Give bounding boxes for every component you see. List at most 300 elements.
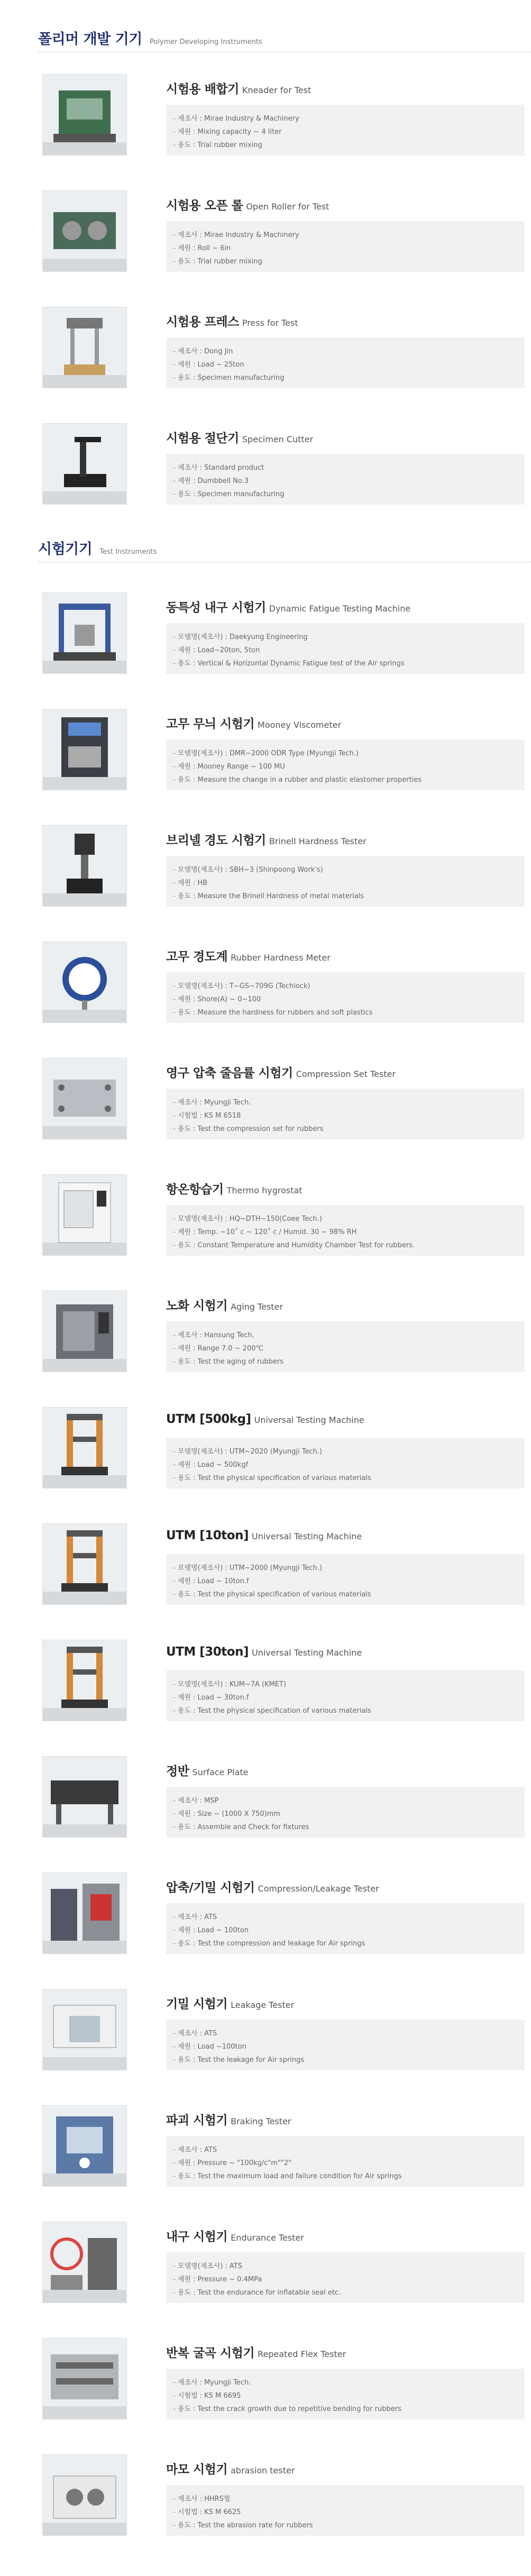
equipment-name-en: Press for Test xyxy=(242,318,298,328)
spec-value: Test the endurance for inflatable seal etc. xyxy=(197,2289,341,2297)
spec-label: 제조사 xyxy=(178,1099,198,1107)
spec-label: 용도 xyxy=(178,1009,191,1017)
bullet-dash: - xyxy=(173,995,176,1003)
leakage-rig-icon xyxy=(42,1872,127,1954)
bullet-dash: - xyxy=(173,128,176,136)
bullet-dash: - xyxy=(173,231,176,239)
spec-row xyxy=(166,1212,525,1226)
spec-value: Test the physical specification of various materials xyxy=(197,1591,371,1598)
spec-label: 용도 xyxy=(178,2522,191,2529)
spec-row xyxy=(166,876,525,890)
spec-row xyxy=(166,242,525,255)
spec-label: 용도 xyxy=(178,892,191,900)
bullet-dash: - xyxy=(173,244,176,252)
equipment-title xyxy=(166,1878,379,1895)
equipment-name-en: Surface Plate xyxy=(192,1767,249,1777)
spec-box xyxy=(166,2485,525,2536)
bullet-dash: - xyxy=(173,1577,176,1585)
equipment-title xyxy=(166,1994,294,2012)
spec-separator: : xyxy=(193,2159,196,2167)
equipment-title xyxy=(166,830,367,848)
spec-label: 제원 xyxy=(178,1461,191,1469)
spec-label: 용도 xyxy=(178,1591,191,1598)
equipment-title xyxy=(166,1296,283,1313)
bullet-dash: - xyxy=(173,464,176,472)
spec-label: 제조사 xyxy=(178,2146,198,2154)
spec-row xyxy=(166,2260,525,2273)
spec-separator: : xyxy=(225,1448,227,1456)
spec-separator: : xyxy=(199,2146,203,2154)
spec-label: 모델명(제조사) xyxy=(178,1215,223,1223)
spec-value: Load~20ton, 5ton xyxy=(197,646,260,654)
section-title-en: Test Instruments xyxy=(99,548,157,556)
spec-row xyxy=(166,474,525,488)
spec-value: Test the compression and leakage for Air springs xyxy=(197,1940,365,1948)
equipment-item xyxy=(38,1983,493,2078)
equipment-name-ko: 내구 시험기 xyxy=(166,2230,228,2244)
spec-value: Size ~ (1000 X 750)mm xyxy=(197,1810,280,1818)
equipment-item xyxy=(38,1633,493,1729)
spec-value: Load ~100ton xyxy=(197,2043,246,2051)
spec-separator: : xyxy=(193,1694,196,1702)
bullet-dash: - xyxy=(173,2495,176,2503)
equipment-item xyxy=(38,2099,493,2194)
bullet-dash: - xyxy=(173,2159,176,2167)
spec-separator: : xyxy=(225,982,227,990)
equipment-name-en: Compression/Leakage Tester xyxy=(258,1884,379,1894)
equipment-item xyxy=(38,184,493,279)
spec-separator: : xyxy=(193,490,196,498)
spec-row xyxy=(166,2389,525,2403)
equipment-title xyxy=(166,947,331,964)
spec-row xyxy=(166,2143,525,2157)
spec-value: Assemble and Check for fixtures xyxy=(197,1823,309,1831)
equipment-name-en: Universal Testing Machine xyxy=(251,1531,362,1541)
spec-row xyxy=(166,1561,525,1575)
spec-separator: : xyxy=(193,879,196,887)
spec-row xyxy=(166,1109,525,1122)
bullet-dash: - xyxy=(173,490,176,498)
spec-separator: : xyxy=(193,258,196,266)
bullet-dash: - xyxy=(173,1926,176,1934)
equipment-title xyxy=(166,1645,362,1659)
bullet-dash: - xyxy=(173,2146,176,2154)
spec-box xyxy=(166,2252,525,2303)
bullet-dash: - xyxy=(173,879,176,887)
spec-value: Hansung Tech. xyxy=(204,1331,254,1339)
spec-value: Daekyung Engineering xyxy=(229,633,308,641)
bullet-dash: - xyxy=(173,2392,176,2400)
spec-row xyxy=(166,2376,525,2389)
spec-value: Dumbbell No.3 xyxy=(197,477,249,485)
spec-value: Load ~ 10ton.f xyxy=(197,1577,249,1585)
equipment-name-ko: 시험용 오픈 롤 xyxy=(166,199,243,213)
spec-label: 모델명(제조사) xyxy=(178,2262,223,2270)
aging-oven-icon xyxy=(42,1291,127,1372)
spec-separator: : xyxy=(225,750,227,757)
spec-value: Specimen manufacturing xyxy=(197,374,285,382)
utm-icon xyxy=(42,1407,127,1488)
bullet-dash: - xyxy=(173,1591,176,1598)
spec-label: 제원 xyxy=(178,1577,191,1585)
spec-value: UTM~2000 (Myungji Tech.) xyxy=(229,1564,323,1572)
spec-label: 제원 xyxy=(178,1228,191,1236)
spec-separator: : xyxy=(193,1125,196,1133)
spec-separator: : xyxy=(199,1112,203,1120)
spec-label: 제조사 xyxy=(178,2030,198,2038)
bullet-dash: - xyxy=(173,2508,176,2516)
spec-separator: : xyxy=(193,1345,196,1353)
spec-value: Myungji Tech. xyxy=(204,1099,251,1107)
spec-value: SBH~3 (Shinpoong Work's) xyxy=(229,866,323,874)
equipment-name-ko: UTM [10ton] xyxy=(166,1529,249,1542)
equipment-title xyxy=(166,79,311,97)
spec-row xyxy=(166,1329,525,1342)
spec-row xyxy=(166,1122,525,1136)
equipment-name-ko: 영구 압축 줄음률 시험기 xyxy=(166,1066,293,1080)
bullet-dash: - xyxy=(173,1913,176,1921)
spec-separator: : xyxy=(199,231,203,239)
spec-separator: : xyxy=(193,141,196,149)
bullet-dash: - xyxy=(173,1215,176,1223)
spec-label: 제조사 xyxy=(178,231,198,239)
spec-separator: : xyxy=(193,1577,196,1585)
spec-value: Test the physical specification of various materials xyxy=(197,1474,371,1482)
spec-value: Temp. ~10˚ c ~ 120˚ c / Humid. 30 ~ 98% RH xyxy=(197,1228,357,1236)
spec-row xyxy=(166,139,525,152)
equipment-item xyxy=(38,1052,493,1147)
equipment-item xyxy=(38,2332,493,2427)
spec-label: 용도 xyxy=(178,258,191,266)
equipment-title xyxy=(166,1529,362,1542)
spec-label: 용도 xyxy=(178,2172,191,2180)
spec-separator: : xyxy=(193,244,196,252)
spec-separator: : xyxy=(193,776,196,784)
equipment-item xyxy=(38,68,493,163)
spec-separator: : xyxy=(199,1797,203,1805)
spec-value: Measure the Brinell Hardness of metal materials xyxy=(197,892,364,900)
bullet-dash: - xyxy=(173,2030,176,2038)
equipment-title xyxy=(166,312,298,330)
spec-separator: : xyxy=(199,464,203,472)
spec-row xyxy=(166,358,525,371)
bullet-dash: - xyxy=(173,2289,176,2297)
spec-label: 모델명(제조사) xyxy=(178,866,223,874)
spec-separator: : xyxy=(193,477,196,485)
spec-separator: : xyxy=(199,2495,203,2503)
spec-row xyxy=(166,2519,525,2532)
spec-row xyxy=(166,863,525,876)
spec-value: KUM~7A (KMET) xyxy=(229,1680,287,1688)
spec-label: 제원 xyxy=(178,2276,191,2283)
spec-value: Mirae Industry & Machinery xyxy=(204,231,299,239)
bullet-dash: - xyxy=(173,258,176,266)
spec-separator: : xyxy=(199,1331,203,1339)
equipment-title xyxy=(166,2111,291,2128)
spec-label: 제조사 xyxy=(178,464,198,472)
equipment-title xyxy=(166,714,341,732)
equipment-name-en: abrasion tester xyxy=(231,2465,295,2475)
spec-value: HQ~DTH~150(Coee Tech.) xyxy=(229,1215,322,1223)
bullet-dash: - xyxy=(173,1694,176,1702)
bullet-dash: - xyxy=(173,2172,176,2180)
bullet-dash: - xyxy=(173,1448,176,1456)
equipment-name-en: Endurance Tester xyxy=(231,2233,304,2243)
equipment-name-ko: 노화 시험기 xyxy=(166,1299,228,1313)
surface-plate-icon xyxy=(42,1756,127,1838)
section-title xyxy=(38,28,262,48)
spec-row xyxy=(166,229,525,242)
equipment-name-en: Leakage Tester xyxy=(231,2000,295,2010)
equipment-item xyxy=(38,2448,493,2543)
equipment-name-en: Dynamic Fatigue Testing Machine xyxy=(269,604,411,614)
spec-label: 용도 xyxy=(178,490,191,498)
spec-value: Test the abrasion rate for rubbers xyxy=(197,2522,313,2529)
spec-separator: : xyxy=(193,1358,196,1366)
spec-label: 용도 xyxy=(178,1940,191,1948)
bullet-dash: - xyxy=(173,374,176,382)
spec-row xyxy=(166,2053,525,2067)
spec-row xyxy=(166,125,525,139)
bullet-dash: - xyxy=(173,1940,176,1948)
equipment-item xyxy=(38,1750,493,1845)
equipment-name-ko: 시험용 절단기 xyxy=(166,432,239,445)
spec-value: HB xyxy=(197,879,208,887)
equipment-title xyxy=(166,598,410,615)
spec-box xyxy=(166,2369,525,2419)
equipment-name-ko: 기밀 시험기 xyxy=(166,1997,228,2011)
spec-label: 용도 xyxy=(178,1125,191,1133)
spec-label: 용도 xyxy=(178,2056,191,2064)
spec-label: 용도 xyxy=(178,1823,191,1831)
compression-set-icon xyxy=(42,1058,127,1139)
bullet-dash: - xyxy=(173,1461,176,1469)
spec-row xyxy=(166,1096,525,1109)
section-title-ko: 폴리머 개발 기기 xyxy=(38,31,142,48)
spec-label: 모델명(제조사) xyxy=(178,982,223,990)
bullet-dash: - xyxy=(173,1564,176,1572)
spec-label: 제조사 xyxy=(178,1797,198,1805)
bullet-dash: - xyxy=(173,763,176,771)
spec-label: 용도 xyxy=(178,1707,191,1715)
cutter-icon xyxy=(42,423,127,505)
spec-row xyxy=(166,371,525,385)
spec-label: 용도 xyxy=(178,141,191,149)
spec-value: ATS xyxy=(229,2262,242,2270)
spec-label: 제원 xyxy=(178,879,191,887)
equipment-name-ko: 반복 굴곡 시험기 xyxy=(166,2346,255,2360)
equipment-name-ko: 정반 xyxy=(166,1765,189,1778)
bullet-dash: - xyxy=(173,1228,176,1236)
spec-label: 용도 xyxy=(178,374,191,382)
equipment-name-ko: 시험용 프레스 xyxy=(166,315,239,329)
open-roller-icon xyxy=(42,190,127,272)
equipment-name-en: Rubber Hardness Meter xyxy=(231,953,331,963)
spec-box xyxy=(166,221,525,272)
spec-separator: : xyxy=(193,2056,196,2064)
spec-label: 용도 xyxy=(178,1358,191,1366)
spec-row xyxy=(166,993,525,1006)
spec-separator: : xyxy=(193,646,196,654)
spec-row xyxy=(166,1458,525,1472)
spec-row xyxy=(166,2040,525,2053)
spec-row xyxy=(166,1911,525,1924)
spec-label: 제원 xyxy=(178,477,191,485)
spec-row xyxy=(166,1445,525,1458)
equipment-title xyxy=(166,428,313,446)
spec-separator: : xyxy=(193,1228,196,1236)
spec-value: Test the aging of rubbers xyxy=(197,1358,284,1366)
spec-label: 제원 xyxy=(178,2159,191,2167)
bullet-dash: - xyxy=(173,1797,176,1805)
bullet-dash: - xyxy=(173,1474,176,1482)
spec-label: 제원 xyxy=(178,244,191,252)
bullet-dash: - xyxy=(173,2262,176,2270)
equipment-item xyxy=(38,1168,493,1263)
spec-row xyxy=(166,980,525,993)
equipment-title xyxy=(166,196,329,213)
bullet-dash: - xyxy=(173,2522,176,2529)
section-title-en: Polymer Developing Instruments xyxy=(149,38,262,46)
equipment-title xyxy=(166,2227,304,2244)
spec-row xyxy=(166,1575,525,1588)
spec-value: Test the compression set for rubbers xyxy=(197,1125,324,1133)
spec-value: Load ~ 25ton xyxy=(197,361,244,369)
spec-value: ATS xyxy=(204,1913,217,1921)
bullet-dash: - xyxy=(173,2405,176,2413)
spec-separator: : xyxy=(199,1913,203,1921)
equipment-name-en: Thermo hygrostat xyxy=(226,1185,303,1195)
spec-value: Trial rubber mixing xyxy=(197,258,262,266)
spec-value: Pressure ~ "100kg/c"m""2" xyxy=(197,2159,292,2167)
kneader-icon xyxy=(42,74,127,156)
spec-row xyxy=(166,1239,525,1252)
spec-row xyxy=(166,1691,525,1704)
spec-separator: : xyxy=(199,2379,203,2387)
bullet-dash: - xyxy=(173,1112,176,1120)
spec-box xyxy=(166,856,525,907)
spec-label: 제원 xyxy=(178,128,191,136)
abrasion-tester-icon xyxy=(42,2454,127,2536)
spec-box xyxy=(166,1438,525,1488)
equipment-name-ko: 압축/기밀 시험기 xyxy=(166,1881,255,1895)
spec-row xyxy=(166,1472,525,1485)
spec-separator: : xyxy=(193,1591,196,1598)
spec-value: Load ~ 30ton.f xyxy=(197,1694,249,1702)
bullet-dash: - xyxy=(173,1099,176,1107)
spec-value: HHRS협 xyxy=(204,2495,231,2503)
spec-label: 제원 xyxy=(178,1345,191,1353)
equipment-name-ko: 브리넬 경도 시험기 xyxy=(166,834,266,847)
fatigue-tester-icon xyxy=(42,592,127,674)
equipment-name-en: Aging Tester xyxy=(231,1302,283,1312)
equipment-name-en: Braking Tester xyxy=(231,2116,291,2126)
spec-value: Constant Temperature and Humidity Chamber Test for rubbers. xyxy=(197,1241,415,1249)
bullet-dash: - xyxy=(173,2276,176,2283)
spec-box xyxy=(166,1321,525,1372)
spec-box xyxy=(166,1903,525,1954)
spec-row xyxy=(166,255,525,268)
spec-value: Load ~ 500kgf xyxy=(197,1461,249,1469)
bullet-dash: - xyxy=(173,477,176,485)
equipment-item xyxy=(38,702,493,798)
spec-value: Mirae Industry & Machinery xyxy=(204,115,299,123)
spec-value: Roll ~ 6in xyxy=(197,244,231,252)
spec-value: KS M 6695 xyxy=(204,2392,241,2400)
spec-box xyxy=(166,623,525,674)
spec-row xyxy=(166,112,525,125)
spec-label: 모델명(제조사) xyxy=(178,1680,223,1688)
spec-value: Shore(A) ~ 0~100 xyxy=(197,995,261,1003)
spec-separator: : xyxy=(193,374,196,382)
spec-label: 제조사 xyxy=(178,1913,198,1921)
spec-row xyxy=(166,1006,525,1019)
bullet-dash: - xyxy=(173,776,176,784)
equipment-name-en: Brinell Hardness Tester xyxy=(269,836,367,846)
equipment-name-en: Universal Testing Machine xyxy=(254,1415,364,1425)
spec-row xyxy=(166,488,525,501)
spec-separator: : xyxy=(193,2172,196,2180)
bullet-dash: - xyxy=(173,646,176,654)
spec-row xyxy=(166,2492,525,2506)
section-title-ko: 시험기기 xyxy=(38,541,93,558)
bullet-dash: - xyxy=(173,1810,176,1818)
spec-row xyxy=(166,760,525,773)
spec-value: KS M 6518 xyxy=(204,1112,241,1120)
spec-box xyxy=(166,337,525,388)
bullet-dash: - xyxy=(173,1009,176,1017)
equipment-name-ko: 시험용 배합기 xyxy=(166,83,239,96)
spec-label: 제원 xyxy=(178,1694,191,1702)
bullet-dash: - xyxy=(173,361,176,369)
spec-label: 용도 xyxy=(178,660,191,668)
spec-value: Measure the hardness for rubbers and soft plastics xyxy=(197,1009,373,1017)
bullet-dash: - xyxy=(173,633,176,641)
spec-row xyxy=(166,1678,525,1691)
spec-box xyxy=(166,1205,525,1256)
spec-value: Measure the change in a rubber and plastic elastomer properties xyxy=(197,776,422,784)
spec-separator: : xyxy=(199,2392,203,2400)
spec-row xyxy=(166,1794,525,1807)
bullet-dash: - xyxy=(173,141,176,149)
spec-label: 제원 xyxy=(178,1926,191,1934)
equipment-name-ko: 동특성 내구 시험기 xyxy=(166,601,266,615)
spec-value: Mixing capacity ~ 4 liter xyxy=(197,128,282,136)
spec-row xyxy=(166,773,525,787)
equipment-title xyxy=(166,2460,295,2477)
spec-row xyxy=(166,1704,525,1718)
spec-separator: : xyxy=(199,1099,203,1107)
spec-label: 시험법 xyxy=(178,2392,198,2400)
bullet-dash: - xyxy=(173,115,176,123)
spec-box xyxy=(166,2020,525,2070)
spec-separator: : xyxy=(225,1680,227,1688)
spec-label: 용도 xyxy=(178,1241,191,1249)
equipment-title xyxy=(166,1412,364,1426)
spec-separator: : xyxy=(193,1241,196,1249)
spec-value: KS M 6625 xyxy=(204,2508,241,2516)
bullet-dash: - xyxy=(173,982,176,990)
spec-separator: : xyxy=(193,1940,196,1948)
spec-box xyxy=(166,739,525,790)
bullet-dash: - xyxy=(173,1707,176,1715)
spec-value: Vertical & Horizontal Dynamic Fatigue test of the Air springs xyxy=(197,660,405,668)
equipment-title xyxy=(166,1180,303,1197)
press-icon xyxy=(42,307,127,388)
spec-row xyxy=(166,2273,525,2286)
spec-row xyxy=(166,2506,525,2519)
spec-box xyxy=(166,454,525,505)
